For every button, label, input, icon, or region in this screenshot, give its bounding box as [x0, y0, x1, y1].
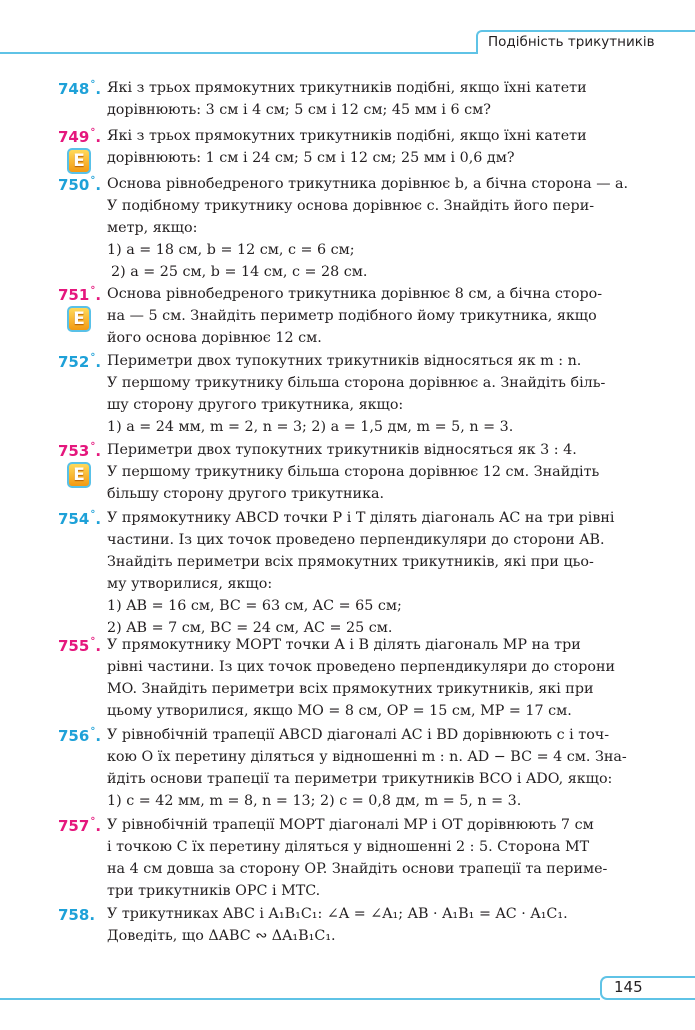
problem-text-line: 1) a = 24 мм, m = 2, n = 3; 2) a = 1,5 дм, m = 5, n = 3. [107, 419, 514, 435]
problem-text-line: му утворилися, якщо: [107, 576, 273, 592]
problem-number: 751°. [58, 285, 102, 304]
problem-text-line: Периметри двох тупокутних трикутників відносяться як m : n. [107, 353, 582, 369]
problem-text-line: 1) c = 42 мм, m = 8, n = 13; 2) c = 0,8 дм, m = 5, n = 3. [107, 793, 522, 809]
problem-number: 753°. [58, 441, 102, 460]
problem-text-line: дорівнюють: 1 см і 24 см; 5 см і 12 см; 25 мм і 0,6 дм? [107, 150, 515, 166]
problem-text-line: 1) AB = 16 см, BC = 63 см, AC = 65 см; [107, 598, 402, 614]
footer-rule [0, 998, 600, 1000]
problem-text-line: його основа дорівнює 12 см. [107, 330, 322, 346]
problem-text-line: цьому утворилися, якщо MO = 8 см, OP = 15 см, MP = 17 см. [107, 703, 572, 719]
difficulty-degree-mark: ° [90, 816, 96, 827]
problem-text-line: У трикутниках ABC і A₁B₁C₁: ∠A = ∠A₁; AB · A₁B₁ = AC · A₁C₁. [107, 906, 568, 922]
difficulty-degree-mark: ° [90, 285, 96, 296]
difficulty-degree-mark: ° [90, 175, 96, 186]
problem-text-line: Які з трьох прямокутних трикутників подібні, якщо їхні катети [107, 128, 587, 144]
problem-text-line: У рівнобічній трапеції MOPT діагоналі MP і OT дорівнюють 7 см [107, 817, 594, 833]
electronic-task-badge-icon: E [67, 148, 91, 174]
problem-text-line: дорівнюють: 3 см і 4 см; 5 см і 12 см; 45 мм і 6 см? [107, 102, 491, 118]
problem-number-text: 754 [58, 510, 90, 528]
problem-text-line: Основа рівнобедреного трикутника дорівнює 8 см, а бічна сторо- [107, 286, 603, 302]
problem-number-text: 751 [58, 286, 90, 304]
problem-number: 750°. [58, 175, 102, 194]
problem-text-line: У прямокутнику MOPT точки A і B ділять діагональ MP на три [107, 637, 581, 653]
problem-text-line: Які з трьох прямокутних трикутників подібні, якщо їхні катети [107, 80, 587, 96]
problem-number: 757°. [58, 816, 102, 835]
problem-text-line: У подібному трикутнику основа дорівнює c. Знайдіть його пери- [107, 198, 595, 214]
problem-text-line: У першому трикутнику більша сторона дорівнює a. Знайдіть біль- [107, 375, 606, 391]
problem-text-line: більшу сторону другого трикутника. [107, 486, 385, 502]
difficulty-degree-mark: ° [90, 441, 96, 452]
problem-number-text: 753 [58, 442, 90, 460]
problem-number: 756°. [58, 726, 102, 745]
problem-number-text: 749 [58, 128, 90, 146]
problem-number: 754°. [58, 509, 102, 528]
problem-number: 758. [58, 906, 96, 924]
difficulty-degree-mark: ° [90, 509, 96, 520]
problem-text-line: У прямокутнику ABCD точки P і T ділять діагональ AC на три рівні [107, 510, 615, 526]
difficulty-degree-mark: ° [90, 726, 96, 737]
running-header-title: Подібність трикутників [488, 34, 655, 50]
electronic-task-badge-icon: E [67, 462, 91, 488]
problem-text-line: У першому трикутнику більша сторона дорівнює 12 см. Знайдіть [107, 464, 600, 480]
problem-number-text: 758 [58, 906, 90, 924]
difficulty-degree-mark: ° [90, 636, 96, 647]
difficulty-degree-mark: ° [90, 79, 96, 90]
problem-number: 752°. [58, 352, 102, 371]
problem-number-text: 752 [58, 353, 90, 371]
problem-number-text: 757 [58, 817, 90, 835]
problem-number-text: 756 [58, 727, 90, 745]
problem-number-text: 748 [58, 80, 90, 98]
difficulty-degree-mark: ° [90, 352, 96, 363]
problem-text-line: MO. Знайдіть периметри всіх прямокутних трикутників, які при [107, 681, 594, 697]
problem-text-line: три трикутників OPC і MTC. [107, 883, 321, 899]
problem-text-line: Основа рівнобедреного трикутника дорівнює b, а бічна сторона — a. [107, 176, 629, 192]
problem-text-line: кою O їх перетину діляться у відношенні m : n. AD − BC = 4 см. Зна- [107, 749, 627, 765]
problem-number-text: 755 [58, 637, 90, 655]
problem-text-line: Знайдіть периметри всіх прямокутних трикутників, які при цьо- [107, 554, 594, 570]
problem-text-line: і точкою C їх перетину діляться у відношенні 2 : 5. Сторона MT [107, 839, 590, 855]
problem-text-line: шу сторону другого трикутника, якщо: [107, 397, 404, 413]
problem-number: 749°. [58, 127, 102, 146]
problem-text-line: рівні частини. Із цих точок проведено перпендикуляри до сторони [107, 659, 616, 675]
problem-number: 755°. [58, 636, 102, 655]
electronic-task-badge-icon: E [67, 306, 91, 332]
problem-text-line: йдіть основи трапеції та периметри трикутників BCO і ADO, якщо: [107, 771, 613, 787]
problem-text-line: Периметри двох тупокутних трикутників відносяться як 3 : 4. [107, 442, 577, 458]
page-number: 145 [614, 978, 643, 996]
problem-text-line: 2) a = 25 см, b = 14 см, c = 28 см. [111, 264, 368, 280]
problem-text-line: 1) a = 18 см, b = 12 см, c = 6 см; [107, 242, 355, 258]
problem-number-text: 750 [58, 176, 90, 194]
problem-text-line: частини. Із цих точок проведено перпендикуляри до сторони AB. [107, 532, 605, 548]
problem-text-line: Доведіть, що ΔABC ∾ ΔA₁B₁C₁. [107, 928, 336, 944]
problem-number: 748°. [58, 79, 102, 98]
problem-text-line: на 4 см довша за сторону OP. Знайдіть основи трапеції та периме- [107, 861, 608, 877]
difficulty-degree-mark: ° [90, 127, 96, 138]
problem-text-line: на — 5 см. Знайдіть периметр подібного йому трикутника, якщо [107, 308, 597, 324]
problem-text-line: метр, якщо: [107, 220, 198, 236]
problem-text-line: У рівнобічній трапеції ABCD діагоналі AC і BD дорівнюють c і точ- [107, 727, 610, 743]
problem-text-line: 2) AB = 7 см, BC = 24 см, AC = 25 см. [107, 620, 393, 636]
